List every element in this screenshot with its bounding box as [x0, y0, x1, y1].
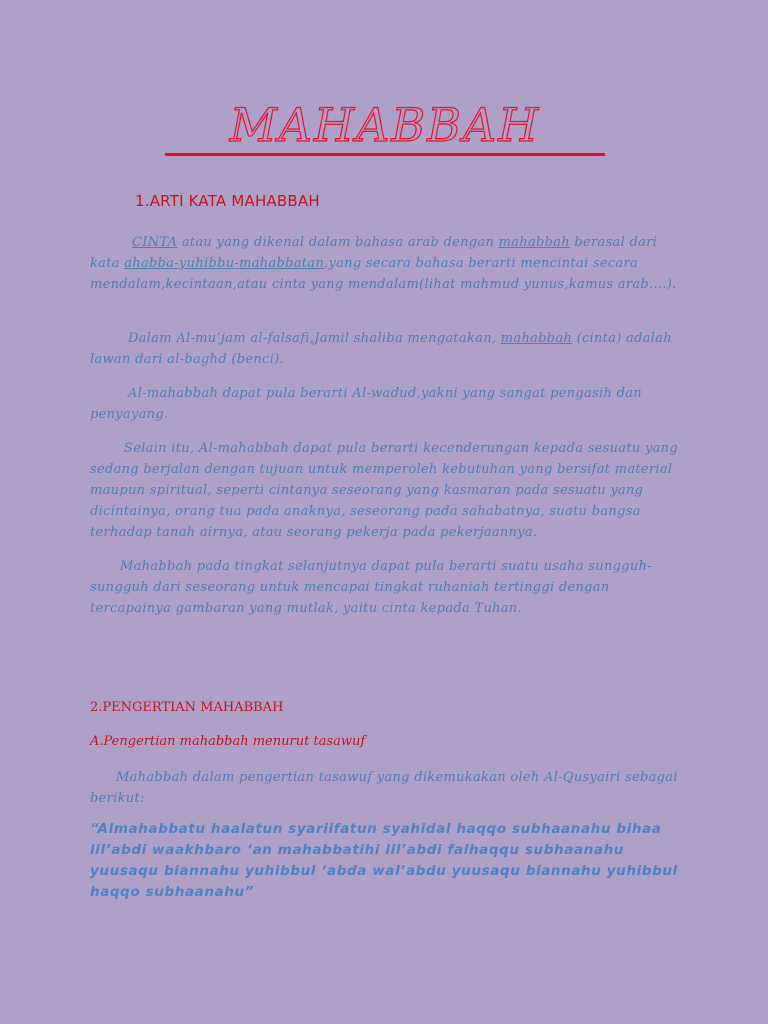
p2-text-1: Dalam Al-mu’jam al-falsafi,Jamil shaliba mengatakan,: [128, 331, 501, 346]
paragraph-3: [90, 383, 680, 425]
section-2-heading: 2.PENGERTIAN MAHABBAH: [90, 700, 284, 715]
term-cinta: CINTA: [132, 235, 178, 250]
term-mahabbah-2: mahabbah: [500, 331, 573, 346]
section-1-heading: 1.ARTI KATA MAHABBAH: [135, 192, 320, 210]
paragraph-6: [90, 767, 680, 809]
p6-text: Mahabbah dalam pengertian tasawuf yang dikemukakan oleh Al-Qusyairi sebagai berikut:: [90, 770, 678, 806]
p1-text-2: berasal dari kata: [90, 235, 658, 271]
p1-text-1: atau yang dikenal dalam bahasa arab dengan: [177, 235, 499, 250]
p2-text-2: (cinta) adalah lawan dari al-baghd (benci).: [90, 331, 672, 367]
paragraph-5: [90, 556, 680, 619]
p3-text: Al-mahabbah dapat pula berarti Al-wadud,yakni yang sangat pengasih dan penyayang.: [90, 386, 642, 422]
paragraph-1: [90, 232, 680, 295]
term-ahabba: ahabba-yuhibbu-mahabbatan: [124, 256, 325, 271]
subsection-a-heading: A.Pengertian mahabbah menurut tasawuf: [90, 734, 366, 749]
term-mahabbah: mahabbah: [498, 235, 570, 250]
p5-text: Mahabbah pada tingkat selanjutnya dapat pula berarti suatu usaha sungguh-sungguh dari seseorang untuk mencapai tingkat ruhaniah tertinggi dengan tercapainya gambaran yang mutlak, yaitu cinta kepada Tuhan.: [90, 559, 652, 616]
paragraph-2: [90, 328, 680, 370]
document-title: MAHABBAH: [229, 98, 541, 152]
p4-text: Selain itu, Al-mahabbah dapat pula berarti kecenderungan kepada sesuatu yang sedang berjalan dengan tujuan untuk memperoleh kebutuhan yang bersifat material maupun spiritual, seperti cintanya seseorang yang kasmaran pada sesuatu yang dicintainya, orang tua pada anaknya, seseorang pada sahabatnya, suatu bangsa terhadap tanah airnya, atau seorang pekerja pada pekerjaannya.: [90, 441, 678, 540]
paragraph-4: [90, 438, 680, 543]
p1-text-3: ,yang secara bahasa berarti mencintai secara mendalam,kecintaan,atau cinta yang mendalam(lihat mahmud yunus,kamus arab….).: [90, 256, 677, 292]
qusyairi-quote: “Almahabbatu haalatun syariifatun syahidal haqqo subhaanahu bihaa lil’abdi waakhbaro ‘an mahabbatihi lil’abdi falhaqqu subhaanahu yuusaqu biannahu yuhibbul ‘abda wal’abdu yuusaqu biannahu yuhibbul haqqo subhaanahu”: [90, 821, 678, 900]
title-underline: [165, 153, 605, 156]
